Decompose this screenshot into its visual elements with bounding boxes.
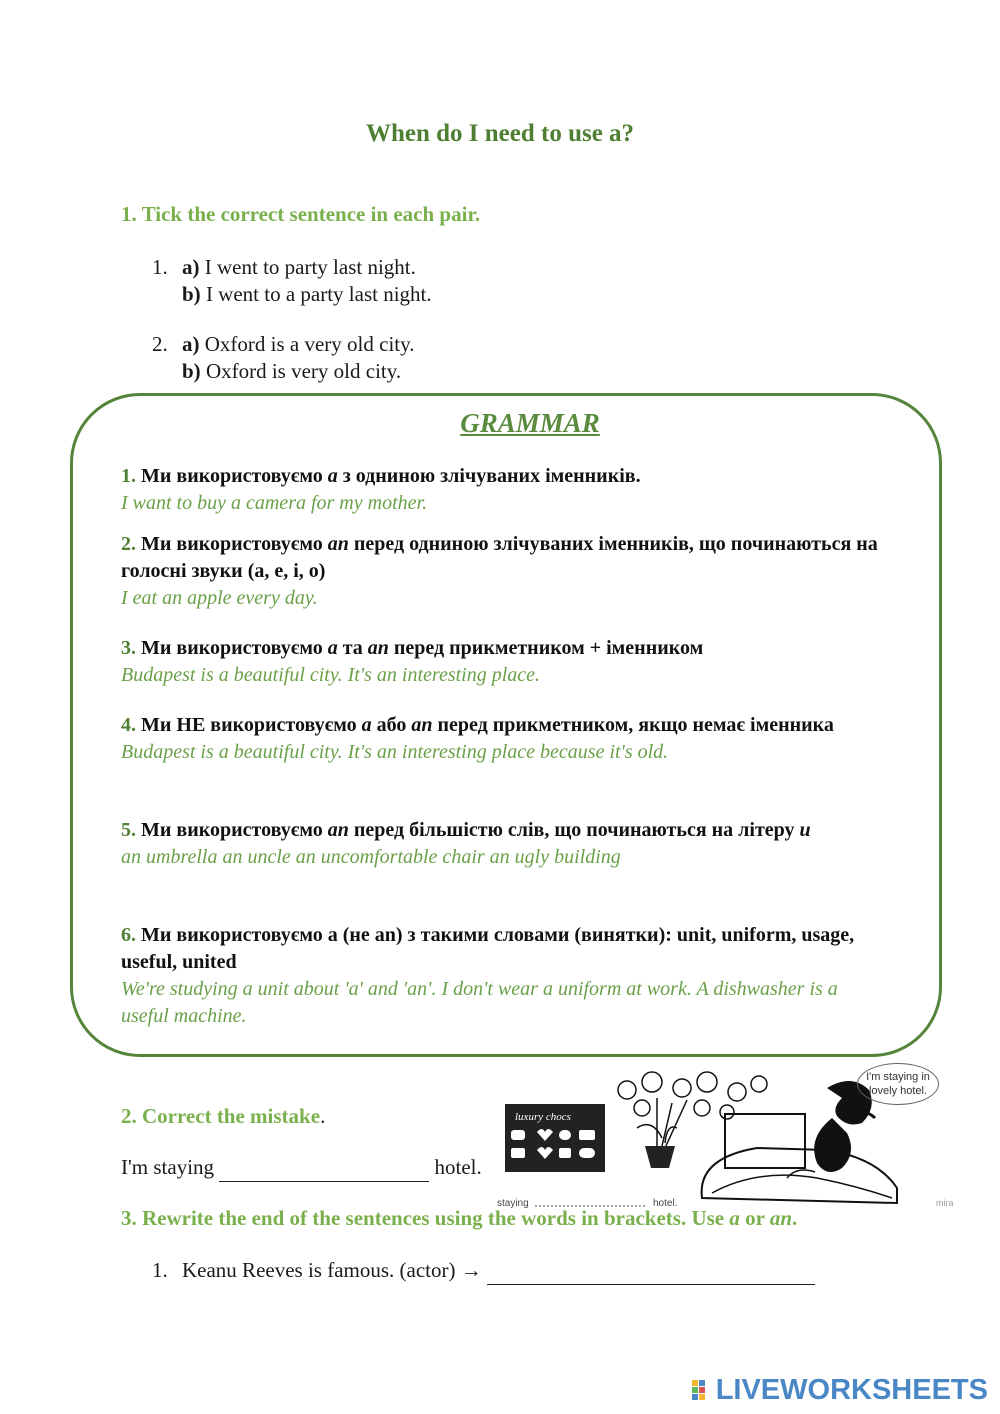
speech-bubble: I'm staying in lovely hotel. bbox=[857, 1063, 939, 1105]
rule-text: перед одниною злічуваних іменників, що починаються на голосні звуки (a, e, i, o) bbox=[121, 533, 878, 582]
rule-text: Ми використовуємо bbox=[136, 819, 328, 841]
option-label: b) bbox=[182, 282, 201, 306]
grammar-title: GRAMMAR bbox=[460, 408, 600, 438]
sentence-end: hotel. bbox=[429, 1155, 482, 1179]
flower-vase bbox=[645, 1146, 675, 1168]
rule-article: an bbox=[411, 714, 433, 736]
rule-number: 5. bbox=[121, 819, 136, 841]
grammar-rule-2 bbox=[121, 531, 881, 612]
rule-article: a bbox=[361, 714, 372, 736]
rule-example: Budapest is a beautiful city. It's an interesting place. bbox=[121, 664, 541, 686]
rule-text: з одниною злічуваних іменників. bbox=[337, 465, 641, 487]
rule-article: an bbox=[367, 637, 389, 659]
rule-text: та bbox=[337, 637, 368, 659]
exercise-1-item-2 bbox=[152, 331, 415, 385]
rule-number: 4. bbox=[121, 714, 136, 736]
item-number: 1. bbox=[152, 255, 168, 279]
exercise-3-heading bbox=[121, 1206, 797, 1231]
answer-blank[interactable] bbox=[487, 1257, 815, 1285]
grammar-rule-4 bbox=[121, 712, 881, 766]
rule-example: We're studying a unit about 'a' and 'an'. I don't wear a uniform at work. A dishwasher is a useful machine. bbox=[121, 978, 838, 1027]
rule-example: Budapest is a beautiful city. It's an interesting place because it's old. bbox=[121, 741, 669, 763]
grammar-rule-6 bbox=[121, 922, 881, 1030]
rule-text: Ми НЕ використовуємо bbox=[136, 714, 362, 736]
rule-text: Ми використовуємо bbox=[136, 533, 328, 555]
rule-example: an umbrella an uncle an uncomfortable chair an ugly building bbox=[121, 846, 621, 868]
option-text[interactable]: Oxford is a very old city. bbox=[199, 332, 415, 356]
page-title: When do I need to use a? bbox=[365, 120, 635, 147]
rule-number: 1. bbox=[121, 465, 136, 487]
rule-letter: u bbox=[799, 819, 811, 841]
rule-example: I eat an apple every day. bbox=[121, 587, 318, 609]
heading-article-a: a bbox=[729, 1206, 740, 1230]
item-text: Keanu Reeves is famous. (actor) → bbox=[182, 1258, 482, 1282]
rule-text: перед прикметником + іменником bbox=[388, 637, 704, 659]
exercise-2-heading-text: 2. Correct the mistake bbox=[121, 1104, 321, 1128]
rule-text: Ми використовуємо bbox=[136, 637, 328, 659]
rule-example: I want to buy a camera for my mother. bbox=[121, 492, 428, 514]
option-text[interactable]: I went to party last night. bbox=[199, 255, 416, 279]
option-label: a) bbox=[182, 332, 200, 356]
rule-number: 2. bbox=[121, 533, 136, 555]
grammar-rule-3 bbox=[121, 635, 881, 689]
rule-text: або bbox=[371, 714, 412, 736]
rule-number: 6. bbox=[121, 924, 136, 946]
chocolate-sign: luxury chocs bbox=[515, 1111, 571, 1123]
hotel-illustration bbox=[497, 1068, 905, 1210]
rule-text: перед більшістю слів, що починаються на літеру bbox=[348, 819, 800, 841]
rule-text: Ми використовуємо bbox=[136, 465, 328, 487]
option-label: a) bbox=[182, 255, 200, 279]
rule-article: an bbox=[327, 819, 349, 841]
sentence-start: I'm staying bbox=[121, 1155, 215, 1179]
option-label: b) bbox=[182, 359, 201, 383]
rule-article: a bbox=[327, 465, 338, 487]
exercise-1-item-1 bbox=[152, 254, 432, 308]
answer-blank[interactable] bbox=[219, 1154, 429, 1182]
rule-article: an bbox=[327, 533, 349, 555]
grammar-rule-1 bbox=[121, 463, 881, 517]
liveworksheets-logo-icon bbox=[692, 1378, 712, 1402]
illustration-caption-start: staying bbox=[497, 1198, 529, 1209]
heading-article-an: an bbox=[769, 1206, 793, 1230]
exercise-3-item-1 bbox=[152, 1257, 815, 1285]
exercise-1-heading: 1. Tick the correct sentence in each pair. bbox=[121, 202, 481, 226]
illustration-mark: mira bbox=[936, 1198, 954, 1208]
exercise-3-heading-text: 3. Rewrite the end of the sentences using the words in brackets. Use bbox=[121, 1206, 730, 1230]
option-text[interactable]: I went to a party last night. bbox=[200, 282, 432, 306]
rule-number: 3. bbox=[121, 637, 136, 659]
item-number: 1. bbox=[152, 1258, 168, 1282]
heading-period: . bbox=[792, 1206, 798, 1230]
liveworksheets-brand[interactable]: LIVEWORKSHEETS bbox=[715, 1374, 988, 1406]
rule-article: a bbox=[327, 637, 338, 659]
rule-text: Ми використовуємо a (не an) з такими словами (винятки): unit, uniform, usage, useful, united bbox=[121, 924, 855, 973]
illustration-caption-end: hotel. bbox=[653, 1198, 678, 1209]
grammar-rule-5 bbox=[121, 817, 881, 871]
heading-or: or bbox=[739, 1206, 770, 1230]
heading-period: . bbox=[320, 1104, 326, 1128]
exercise-2-sentence bbox=[121, 1154, 482, 1182]
option-text[interactable]: Oxford is very old city. bbox=[200, 359, 402, 383]
exercise-2-heading bbox=[121, 1104, 325, 1129]
item-number: 2. bbox=[152, 332, 168, 356]
rule-text: перед прикметником, якщо немає іменника bbox=[432, 714, 834, 736]
